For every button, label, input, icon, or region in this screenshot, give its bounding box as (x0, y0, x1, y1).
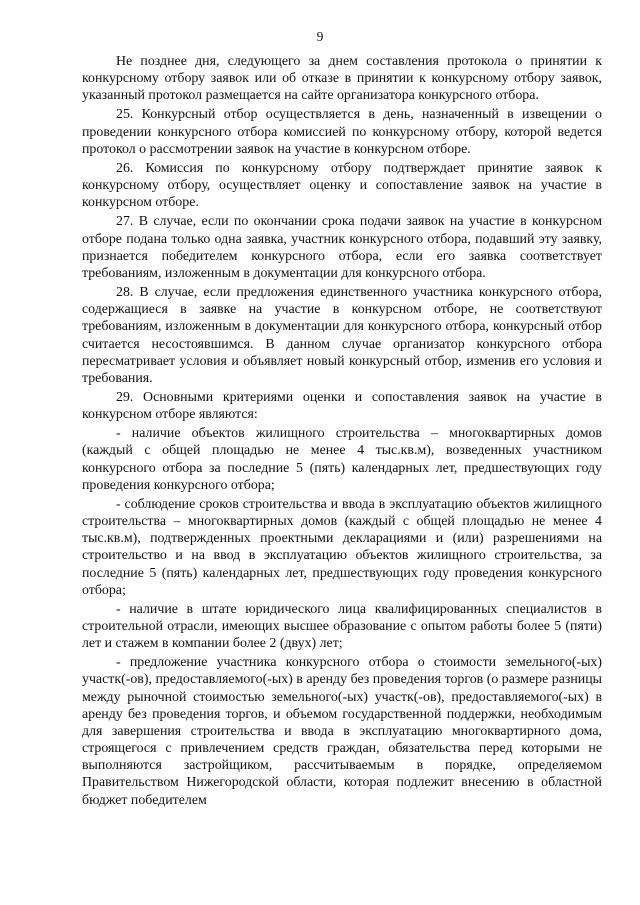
paragraph-26: 26. Комиссия по конкурсному отбору подтверждает принятие заявок к конкурсному отбору, осуществляет оценку и сопоставление заявок на участие в конкурсном отборе. (82, 160, 602, 211)
paragraph-29: 29. Основными критериями оценки и сопоставления заявок на участие в конкурсном отборе являются: (82, 389, 602, 423)
criterion-construction-deadlines: - соблюдение сроков строительства и ввода в эксплуатацию объектов жилищного строительства – многоквартирных домов (каждый с общей площадью не менее 4 тыс.кв.м), подтвержденных проектными декларациями и (или) разрешениями на строительство и на ввод в эксплуатацию объектов жилищного строительства, за последние 5 (пять) календарных лет, предшествующих году проведения конкурсного отбора; (82, 496, 602, 598)
criterion-constructed-buildings: - наличие объектов жилищного строительства – многоквартирных домов (каждый с общей площадью не менее 4 тыс.кв.м), возведенных участником конкурсного отбора за последние 5 (пять) календарных лет, предшествующих году проведения конкурсного отбора; (82, 426, 602, 493)
paragraph-28: 28. В случае, если предложения единственного участника конкурсного отбора, содержащиеся в заявке на участие в конкурсном отборе, не соответствуют требованиям, изложенным в документации для конкурсного отбора, конкурсный отбор считается несостоявшимся. В данном случае организатор конкурсного отбора пересматривает условия и объявляет новый конкурсный отбор, изменив его условия и требования. (82, 285, 602, 386)
criterion-land-cost-offer: - предложение участника конкурсного отбора о стоимости земельного(-ых) участк(-ов), предоставляемого(-ых) в аренду без проведения торгов (о размере разницы между рыночной стоимостью земельного(-ых) участк(-ов), предоставляемого(-ых) в аренду без проведения торгов, и объемом государственной поддержки, необходимым для завершения строительства и ввода в эксплуатацию многоквартирного дома, строящегося с привлечением средств граждан, обязательства перед которыми не выполняются застройщиком, рассчитываемым в порядке, определяемом Правительством Нижегородской области, которая подлежит внесению в областной бюджет победителем (82, 655, 602, 808)
paragraph-25: 25. Конкурсный отбор осуществляется в день, назначенный в извещении о проведении конкурсного отбора комиссией по конкурсному отбору, которой ведется протокол о рассмотрении заявок на участие в конкурсном отборе. (82, 107, 602, 157)
criterion-qualified-staff: - наличие в штате юридического лица квалифицированных специалистов в строительной отрасли, имеющих высшее образование с опытом работы более 5 (пяти) лет и стажем в компании более 2 (двух) лет; (82, 601, 602, 652)
paragraph-27: 27. В случае, если по окончании срока подачи заявок на участие в конкурсном отборе подана только одна заявка, участник конкурсного отбора, подавший эту заявку, признается победителем конкурсного отбора, если его заявка соответствует требованиям, изложенным в документации для конкурсного отбора. (82, 214, 602, 281)
document-body (82, 53, 602, 811)
paragraph-protocol-publication: Не позднее дня, следующего за днем составления протокола о принятии к конкурсному отбору заявок или об отказе в принятии к конкурсному отбору заявок, указанный протокол размещается на сайте организатора конкурсного отбора. (82, 54, 602, 104)
page-number: 9 (316, 29, 324, 44)
